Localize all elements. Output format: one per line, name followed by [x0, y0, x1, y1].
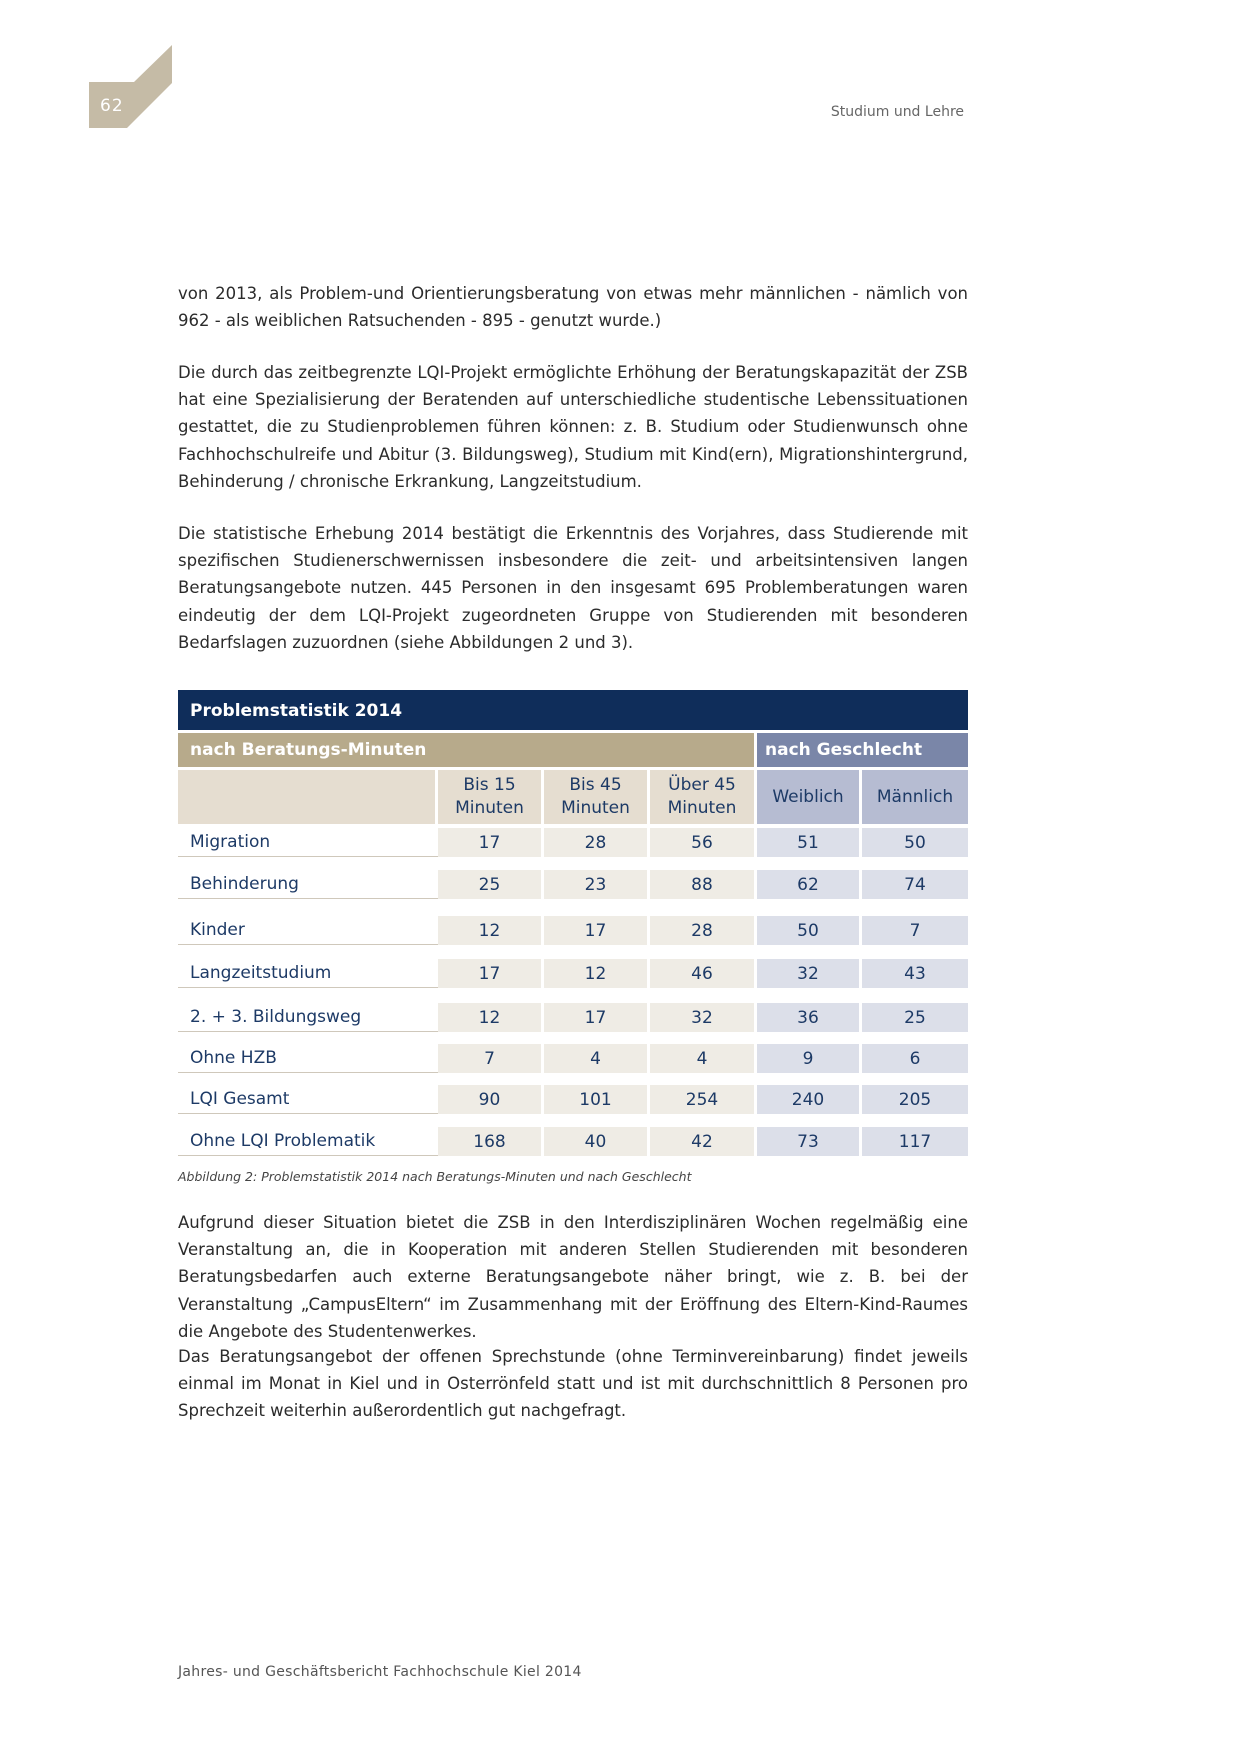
- table-cell: 17: [438, 959, 541, 988]
- paragraph-2: [178, 359, 968, 495]
- paragraph-text: von 2013, als Problem-und Orientierungsberatung von etwas mehr männlichen - nämlich von 962 - als weiblichen Ratsuchenden - 895 - genutzt wurde.): [178, 284, 968, 331]
- table-cell: 42: [650, 1127, 754, 1156]
- table-title: Problemstatistik 2014: [178, 690, 968, 730]
- table-cell: 168: [438, 1127, 541, 1156]
- column-header: Männlich: [862, 770, 968, 824]
- paragraph-text: Aufgrund dieser Situation bietet die ZSB in den Interdisziplinären Wochen regelmäßig eine Veranstaltung an, die in Kooperation mit anderen Stellen Studierenden mit besonderen Beratungsbedarfen auch externe Beratungsangebote näher bringt, wie z. B. bei der Veranstaltung „CampusEltern“ im Zusammenhang mit der Eröffnung des Eltern-Kind-Raumes die Angebote des Studentenwerkes.: [178, 1213, 968, 1341]
- table-cell: 205: [862, 1085, 968, 1114]
- table-cell: 46: [650, 959, 754, 988]
- table-cell: 101: [544, 1085, 647, 1114]
- group-header-gender: nach Geschlecht: [757, 733, 968, 767]
- row-label: Ohne LQI Problematik: [178, 1127, 438, 1156]
- table-cell: 9: [757, 1044, 859, 1073]
- table-cell: 23: [544, 870, 647, 899]
- table-cell: 36: [757, 1003, 859, 1032]
- table-cell: 51: [757, 828, 859, 857]
- paragraph-text: Das Beratungsangebot der offenen Sprechstunde (ohne Terminvereinbarung) findet jeweils einmal im Monat in Kiel und in Osterrönfeld statt und ist mit durchschnittlich 8 Personen pro Sprechzeit weiterhin außerordentlich gut nachgefragt.: [178, 1347, 968, 1421]
- table-cell: 12: [438, 1003, 541, 1032]
- table-cell: 4: [544, 1044, 647, 1073]
- table-cell: 7: [438, 1044, 541, 1073]
- row-label: Langzeitstudium: [178, 959, 438, 988]
- table-cell: 12: [438, 916, 541, 945]
- table-cell: 240: [757, 1085, 859, 1114]
- page-footer: Jahres- und Geschäftsbericht Fachhochschule Kiel 2014: [178, 1664, 582, 1680]
- table-cell: 254: [650, 1085, 754, 1114]
- table-cell: 6: [862, 1044, 968, 1073]
- table-cell: 43: [862, 959, 968, 988]
- table-cell: 62: [757, 870, 859, 899]
- table-cell: 90: [438, 1085, 541, 1114]
- paragraph-3: [178, 520, 968, 656]
- table-cell: 17: [544, 916, 647, 945]
- column-header: Bis 15 Minuten: [438, 770, 541, 824]
- section-title: Studium und Lehre: [830, 104, 964, 120]
- table-cell: 56: [650, 828, 754, 857]
- table-cell: 73: [757, 1127, 859, 1156]
- column-header: Bis 45 Minuten: [544, 770, 647, 824]
- table-cell: 74: [862, 870, 968, 899]
- table-cell: 32: [757, 959, 859, 988]
- row-label: LQI Gesamt: [178, 1085, 438, 1114]
- row-label: Ohne HZB: [178, 1044, 438, 1073]
- table-cell: 17: [438, 828, 541, 857]
- table-cell: 50: [757, 916, 859, 945]
- table-cell: 7: [862, 916, 968, 945]
- paragraph-text: Die statistische Erhebung 2014 bestätigt die Erkenntnis des Vorjahres, dass Studierende mit spezifischen Studienerschwernissen insbesondere die zeit- und arbeitsintensiven langen Beratungsangebote nutzen. 445 Personen in den insgesamt 695 Problemberatungen waren eindeutig der dem LQI-Projekt zugeordneten Gruppe von Studierenden mit besonderen Bedarfslagen zuzuordnen (siehe Abbildungen 2 und 3).: [178, 524, 968, 652]
- table-cell: 12: [544, 959, 647, 988]
- paragraph-text: Die durch das zeitbegrenzte LQI-Projekt ermöglichte Erhöhung der Beratungskapazität der ZSB hat eine Spezialisierung der Beratenden auf unterschiedliche studentische Lebenssituationen gestattet, die zu Studienproblemen führen können: z. B. Studium oder Studienwunsch ohne Fachhochschulreife und Abitur (3. Bildungsweg), Studium mit Kind(ern), Migrationshintergrund, Behinderung / chronische Erkrankung, Langzeitstudium.: [178, 363, 968, 491]
- paragraph-5: [178, 1343, 968, 1425]
- table-cell: 17: [544, 1003, 647, 1032]
- table-cell: 25: [862, 1003, 968, 1032]
- table-cell: 50: [862, 828, 968, 857]
- table-cell: 4: [650, 1044, 754, 1073]
- paragraph-1: [178, 280, 968, 334]
- column-header: Über 45 Minuten: [650, 770, 754, 824]
- table-cell: 117: [862, 1127, 968, 1156]
- table-caption: Abbildung 2: Problemstatistik 2014 nach Beratungs-Minuten und nach Geschlecht: [178, 1169, 692, 1184]
- header-blank-cell: [178, 770, 435, 824]
- row-label: Behinderung: [178, 870, 438, 899]
- column-header: Weiblich: [757, 770, 859, 824]
- table-cell: 88: [650, 870, 754, 899]
- table-cell: 28: [650, 916, 754, 945]
- table-cell: 28: [544, 828, 647, 857]
- table-cell: 25: [438, 870, 541, 899]
- group-header-minutes: nach Beratungs-Minuten: [178, 733, 754, 767]
- paragraph-4: [178, 1209, 968, 1345]
- row-label: Kinder: [178, 916, 438, 945]
- table-cell: 32: [650, 1003, 754, 1032]
- row-label: 2. + 3. Bildungsweg: [178, 1003, 438, 1032]
- table-cell: 40: [544, 1127, 647, 1156]
- page-number: 62: [100, 96, 124, 116]
- row-label: Migration: [178, 828, 438, 857]
